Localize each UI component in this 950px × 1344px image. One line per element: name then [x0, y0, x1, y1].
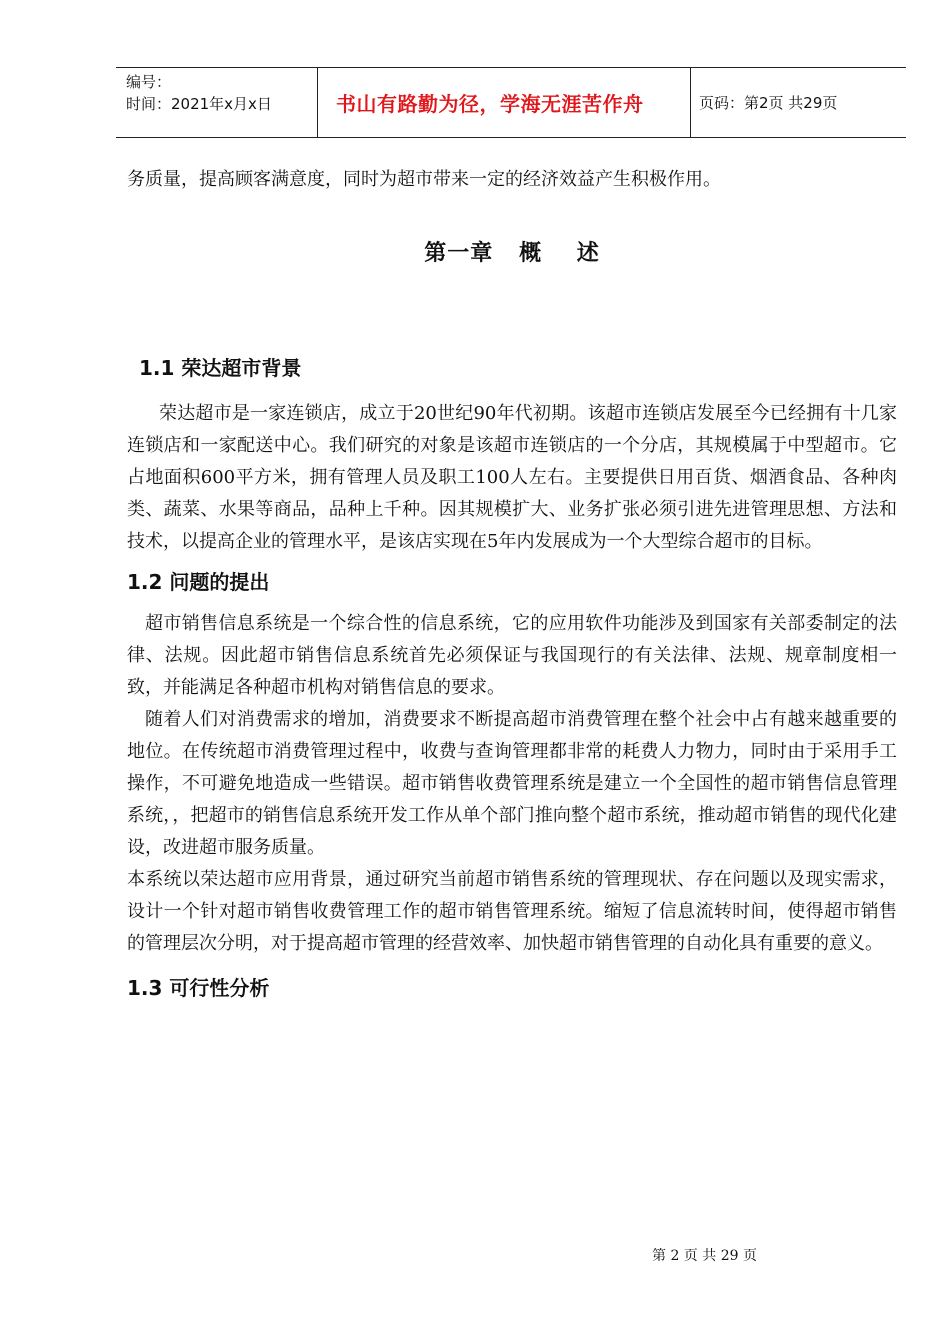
section-heading-1-3: 1.3 可行性分析: [127, 976, 270, 1000]
continuation-paragraph: 务质量，提高顾客满意度，同时为超市带来一定的经济效益产生积极作用。: [127, 169, 721, 190]
section-heading-1-1: 1.1 荣达超市背景: [139, 356, 302, 380]
header-page-cell: [691, 68, 906, 137]
page-header: [116, 67, 906, 138]
section-1-2-paragraph-2: 随着人们对消费需求的增加，消费要求不断提高超市消费管理在整个社会中占有越来越重要的地位。在传统超市消费管理过程中，收费与查询管理都非常的耗费人力物力，同时由于采用手工操作，不可避免地造成一些错误。超市销售收费管理系统是建立一个全国性的超市销售信息管理系统，，把超市的销售信息系统开发工作从单个部门推向整个超市系统，推动超市销售的现代化建设，改进超市服务质量。: [127, 709, 897, 858]
document-body: [127, 164, 897, 1004]
chapter-title: 第一章 概 述: [424, 241, 600, 266]
page-footer: 第 2 页 共 29 页: [652, 1248, 757, 1264]
header-motto: 书山有路勤为径，学海无涯苦作舟: [336, 92, 644, 116]
section-heading-1-2: 1.2 问题的提出: [127, 570, 270, 594]
header-page-label: 页码：第2页 共29页: [699, 94, 838, 112]
document-time-label: 时间：2021年x月x日: [126, 95, 272, 113]
header-motto-cell: [317, 68, 691, 137]
section-1-2-paragraph-3: 本系统以荣达超市应用背景，通过研究当前超市销售系统的管理现状、存在问题以及现实需求，设计一个针对超市销售收费管理工作的超市销售管理系统。缩短了信息流转时间，使得超市销售的管理层次分明，对于提高超市管理的经营效率、加快超市销售管理的自动化具有重要的意义。: [127, 869, 897, 954]
header-meta: [116, 68, 317, 137]
section-1-1-paragraph: 荣达超市是一家连锁店，成立于20世纪90年代初期。该超市连锁店发展至今已经拥有十几家连锁店和一家配送中心。我们研究的对象是该超市连锁店的一个分店，其规模属于中型超市。它占地面积600平方米，拥有管理人员及职工100人左右。主要提供日用百货、烟酒食品、各种肉类、蔬菜、水果等商品，品种上千种。因其规模扩大、业务扩张必须引进先进管理思想、方法和技术，以提高企业的管理水平，是该店实现在5年内发展成为一个大型综合超市的目标。: [127, 403, 897, 552]
section-1-2-paragraph-1: 超市销售信息系统是一个综合性的信息系统，它的应用软件功能涉及到国家有关部委制定的法律、法规。因此超市销售信息系统首先必须保证与我国现行的有关法律、法规、规章制度相一致，并能满足各种超市机构对销售信息的要求。: [127, 613, 897, 698]
document-number-label: 编号：: [126, 73, 172, 91]
